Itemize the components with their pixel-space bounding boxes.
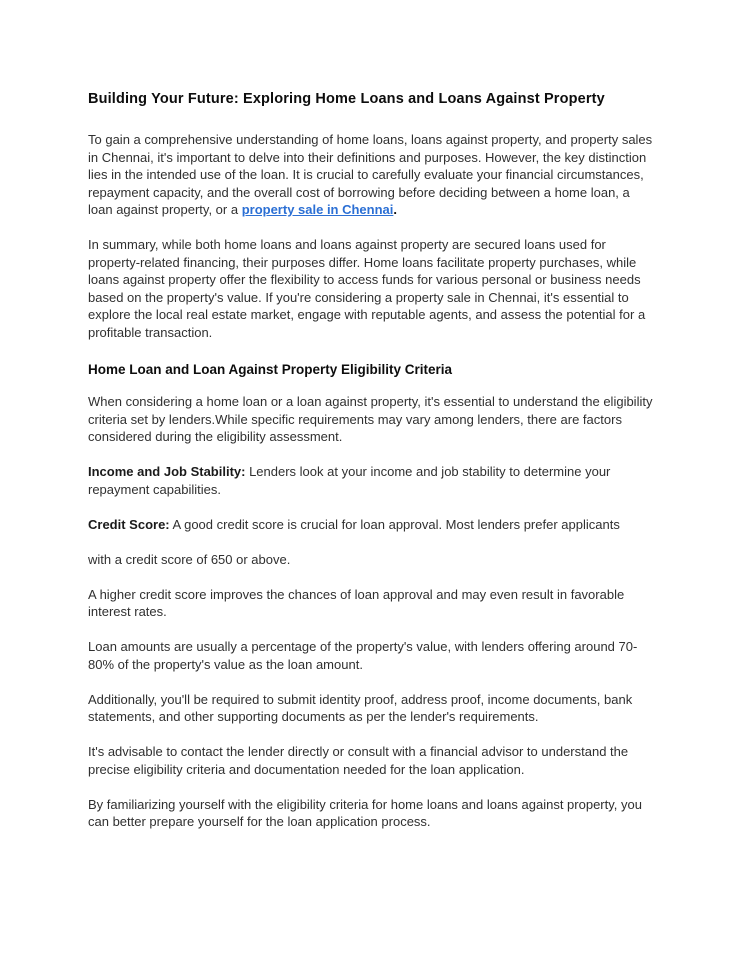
document-title: Building Your Future: Exploring Home Loans and Loans Against Property [88, 91, 605, 107]
advisable-paragraph: It's advisable to contact the lender directly or consult with a financial advisor to understand the precise eligibility criteria and documentation needed for the loan application. [88, 744, 629, 777]
credit-score-text: A good credit score is crucial for loan approval. Most lenders prefer applicants [169, 516, 620, 532]
required-documents-paragraph: Additionally, you'll be required to submit identity proof, address proof, income documents, bank statements, and other supporting documents as per the lender's requirements. [88, 691, 633, 724]
income-stability-label: Income and Job Stability: [88, 464, 246, 479]
credit-score-paragraph [88, 516, 653, 534]
eligibility-criteria-heading: Home Loan and Loan Against Property Eligibility Criteria [88, 362, 453, 377]
summary-paragraph: In summary, while both home loans and loans against property are secured loans used for property-related financing, their purposes differ. Home loans facilitate property purchases, while loans against property offer the flexibility to access funds for various personal or business needs based on the property's value. If you're considering a property sale in Chennai, it's essential to explore the local real estate market, engage with reputable agents, and assess the potential for a profitable transaction. [88, 237, 646, 340]
credit-score-label: Credit Score: [88, 516, 170, 532]
eligibility-intro-paragraph: When considering a home loan or a loan against property, it's essential to understand the eligibility criteria set by lenders.While specific requirements may vary among lenders, there are factors considered during the eligibility assessment. [88, 394, 653, 444]
income-stability-paragraph [88, 463, 653, 498]
income-stability-text: Lenders look at your income and job stability to determine your repayment capabilities. [88, 464, 611, 497]
intro-paragraph [88, 131, 653, 219]
credit-score-continued-paragraph: with a credit score of 650 or above. [88, 551, 291, 567]
higher-score-paragraph: A higher credit score improves the chances of loan approval and may even result in favorable interest rates. [88, 586, 625, 619]
loan-amounts-paragraph: Loan amounts are usually a percentage of the property's value, with lenders offering around 70-80% of the property's value as the loan amount. [88, 639, 638, 672]
intro-text-after-link: . [393, 202, 398, 217]
property-sale-chennai-link[interactable]: property sale in Chennai [241, 202, 394, 217]
intro-text-before-link: To gain a comprehensive understanding of home loans, loans against property, and property sales in Chennai, it's important to delve into their definitions and purposes. However, the key distinction lies in the intended use of the loan. It is crucial to carefully evaluate your financial circumstances, repayment capacity, and the overall cost of borrowing before deciding between a home loan, a loan against property, or a [88, 132, 653, 217]
familiarizing-paragraph: By familiarizing yourself with the eligibility criteria for home loans and loans against property, you can better prepare yourself for the loan application process. [88, 796, 642, 829]
